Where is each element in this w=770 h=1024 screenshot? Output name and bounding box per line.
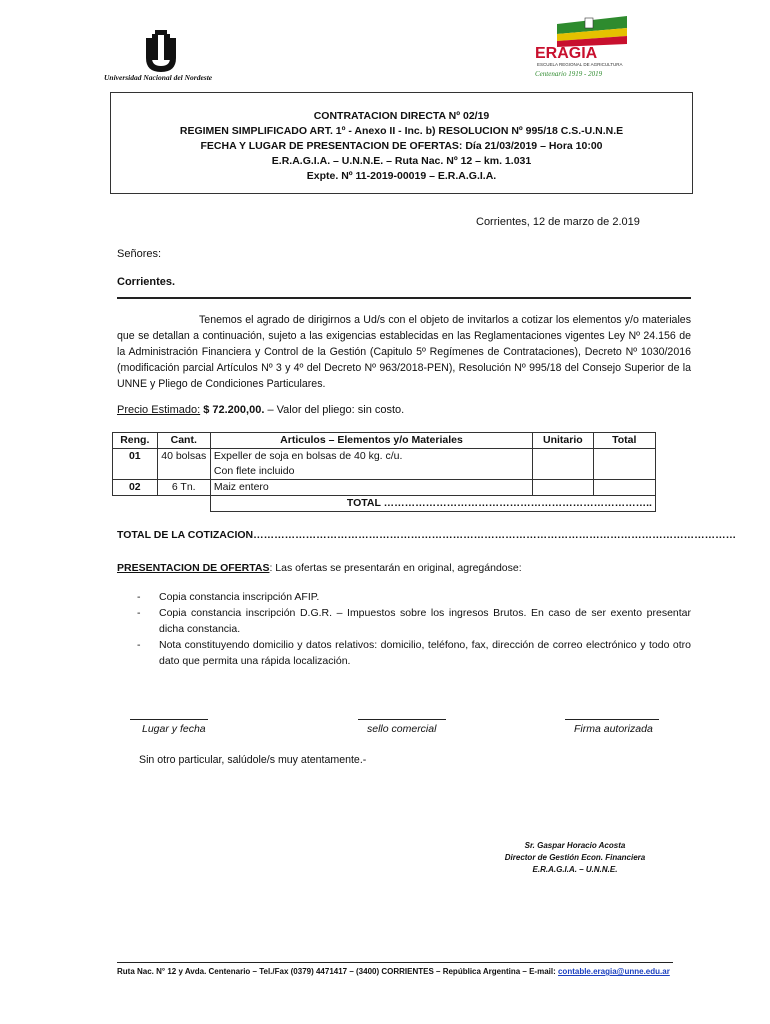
table-row — [113, 449, 656, 480]
table-total-row — [113, 496, 656, 512]
header-reng: Reng. — [113, 433, 158, 449]
list-item: - Nota constituyendo domicilio y datos relativos: domicilio, teléfono, fax, dirección de correo electrónico y todo otro dato que permita una rápida localización. — [137, 639, 691, 667]
row-desc-line: Expeller de soja en bolsas de 40 kg. c/u. — [213, 450, 403, 462]
footer-text: Ruta Nac. N° 12 y Avda. Centenario – Tel./Fax (0379) 4471417 – (3400) CORRIENTES – República Argentina – E-mail: — [117, 967, 558, 976]
row-unitario — [533, 449, 593, 480]
date-line: Corrientes, 12 de marzo de 2.019 — [476, 216, 640, 228]
header-unitario: Unitario — [533, 433, 593, 449]
list-item: - Copia constancia inscripción AFIP. — [137, 591, 320, 603]
header-line-3: FECHA Y LUGAR DE PRESENTACION DE OFERTAS: Día 21/03/2019 – Hora 10:00 — [200, 140, 603, 152]
requirements-list — [117, 589, 691, 669]
precio-amount: $ 72.200,00. — [203, 404, 265, 416]
signature-line-middle — [358, 719, 446, 720]
precio-estimado — [117, 404, 404, 416]
footer — [117, 967, 670, 976]
row-desc — [210, 449, 532, 480]
table-row — [113, 480, 656, 496]
signature-label-right: Firma autorizada — [574, 723, 653, 735]
salutation: Señores: — [117, 248, 162, 260]
header-cant: Cant. — [157, 433, 210, 449]
eragia-script: Centenario 1919 - 2019 — [535, 70, 603, 78]
header-line-4: E.R.A.G.I.A. – U.N.N.E. – Ruta Nac. Nº 12 – km. 1.031 — [271, 155, 532, 167]
row-total — [593, 480, 655, 496]
total-cotizacion: TOTAL DE LA COTIZACION………………………………………………………………………………………………………………………… — [117, 529, 737, 541]
row-cant: 40 bolsas — [157, 449, 210, 480]
presentacion-rest: : Las ofertas se presentarán en original, agregándose: — [269, 562, 522, 574]
row-reng: 01 — [113, 449, 158, 480]
row-total — [593, 449, 655, 480]
signer-name: Sr. Gaspar Horacio Acosta — [524, 841, 626, 850]
items-table — [112, 432, 656, 512]
divider — [117, 297, 691, 299]
table-total-label: TOTAL ………………………………………………………………….. — [210, 496, 655, 512]
signer-title: Director de Gestión Econ. Financiera — [504, 853, 646, 862]
row-desc: Maiz entero — [210, 480, 532, 496]
list-item: - Copia constancia inscripción D.G.R. – Impuestos sobre los ingresos Brutos. En caso de ser exento presentar dicha constancia. — [137, 607, 691, 635]
body-paragraph: Tenemos el agrado de dirigirnos a Ud/s con el objeto de invitarlos a cotizar los elementos y/o materiales que se detallan a continuación, sujeto a las exigencias establecidas en las Reglamentaciones vigentes Ley Nº 24.156 de la Administración Financiera y Control de la Gestión (Capitulo 5º Regímenes de Contrataciones), Decreto Nº 1030/2016 (modificación parcial Artículos Nº 3 y 4º del Decreto Nº 963/2018-PEN), Resolución Nº 995/18 del Consejo Superior de la UNNE y Pliego de Condiciones Particulares. — [117, 314, 691, 390]
header-line-5: Expte. Nº 11-2019-00019 – E.R.A.G.I.A. — [306, 170, 497, 182]
eragia-emblem-icon — [527, 14, 637, 84]
closing-text: Sin otro particular, salúdole/s muy atentamente.- — [139, 754, 367, 766]
eragia-logo — [527, 14, 637, 84]
signature-line-left — [130, 719, 208, 720]
recipient-city: Corrientes. — [117, 276, 176, 288]
header-box — [110, 92, 693, 194]
footer-email-link[interactable]: contable.eragia@unne.edu.ar — [557, 967, 670, 976]
header-line-2: REGIMEN SIMPLIFICADO ART. 1º - Anexo II - Inc. b) RESOLUCION Nº 995/18 C.S.-U.N.N.E — [179, 125, 624, 137]
presentacion-ofertas — [117, 562, 522, 574]
signature-label-middle: sello comercial — [367, 723, 437, 735]
row-reng: 02 — [113, 480, 158, 496]
row-desc-line: Con flete incluido — [213, 465, 295, 477]
header-line-1: CONTRATACION DIRECTA Nº 02/19 — [313, 110, 490, 122]
row-unitario — [533, 480, 593, 496]
header-total: Total — [593, 433, 655, 449]
eragia-wordmark: ERAGIA — [535, 45, 598, 62]
header-articulos: Articulos – Elementos y/o Materiales — [210, 433, 532, 449]
precio-label: Precio Estimado: — [117, 404, 201, 416]
precio-rest: – Valor del pliego: sin costo. — [267, 404, 405, 416]
signer-block — [470, 840, 680, 876]
table-header-row — [113, 433, 656, 449]
presentacion-label: PRESENTACION DE OFERTAS — [117, 562, 270, 574]
unne-name: Universidad Nacional del Nordeste — [104, 73, 213, 82]
signer-org: E.R.A.G.I.A. – U.N.N.E. — [532, 865, 618, 874]
eragia-subtitle: ESCUELA REGIONAL DE AGRICULTURA — [537, 62, 623, 67]
footer-divider — [117, 962, 673, 963]
row-cant: 6 Tn. — [157, 480, 210, 496]
signature-line-right — [565, 719, 659, 720]
signature-label-left: Lugar y fecha — [142, 723, 206, 735]
